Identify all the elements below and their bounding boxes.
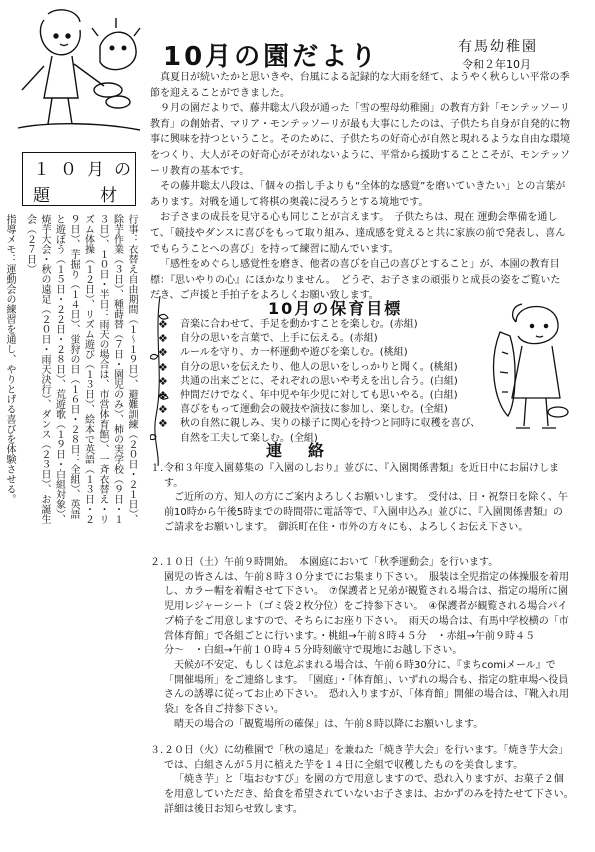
goal-item <box>158 389 488 403</box>
goals-title: 10月の保育目標 <box>268 299 403 318</box>
contact-paragraph: 天候が不安定、もしくは危ぶまれる場合は、午前６時30分に、『まちcomiメール』で「開催場所」をご連絡します。 「園庭」・「体育館」、いずれの場合も、指定の駐車場へ役員さんの誘導に従ってお止め下さい。 恐れ入りますが、「体育館」開催の場合は、『靴入れ用袋』を各自ご持参下さい。 <box>164 659 569 716</box>
contact-paragraph: １０日（土）午前９時開始。 本園庭において「秋季運動会」を行います。 <box>164 557 499 568</box>
bullet-icon: ❖ <box>158 403 168 417</box>
subject-box-line1: １０月の <box>33 160 141 180</box>
contact-item-3 <box>150 744 579 818</box>
contact-item-1 <box>150 462 570 536</box>
contact-paragraph: 「焼き芋」と「塩おむすび」を園の方で用意しますので、恐れ入りますが、お菓子２個を用意していただき、給食を希望されていないお子さまは、おかずのみを持たせて下さい。 詳細は後日お知らせ致します。 <box>164 774 579 815</box>
intro-text <box>150 70 570 304</box>
monthly-goals-list <box>158 318 488 446</box>
school-name: 有馬幼稚園 <box>458 39 538 55</box>
goal-text: ルールを守り、カ一杯運動や遊びを楽しむ。(桃組) <box>180 347 408 359</box>
monthly-subject-box <box>22 152 167 206</box>
page-title: 10月の園だより <box>163 42 380 72</box>
item-number: １. <box>150 463 164 474</box>
subject-box-line2: 題材 <box>33 186 167 206</box>
contact-paragraph: 晴天の場合の「観覧場所の確保」は、午前８時以降にお願いします。 <box>174 718 484 730</box>
goal-item <box>158 318 488 332</box>
contact-paragraph: ２０日（火）に幼稚園で「秋の遠足」を兼ねた「焼き芋大会」を行います。「焼き芋大会」では、白組さんが５月に植えた芋を１４日に全組で収穫したものを美食します。 <box>164 745 569 771</box>
goal-text: 仲間だけでなく、年中児や年少児に対しても思いやる。(白組) <box>180 390 458 402</box>
contact-item-2 <box>150 556 570 732</box>
children-harvest-illustration <box>8 6 148 146</box>
bullet-icon: ❖ <box>158 360 168 374</box>
intro-paragraph: 真夏日が続いたかと思いきや、台風による記録的な大雨を経て、ようやく秋らしい平常の季節を迎えることができました。 <box>150 72 570 99</box>
issue-date: 令和２年10月 <box>462 58 531 71</box>
goal-text: 喜びをもって運動会の競技や演技に参加し、楽しむ。(全組) <box>180 404 448 416</box>
goal-text: 自分の思いを言葉で、上手に伝える。(赤組) <box>180 333 378 345</box>
bullet-icon: ❖ <box>158 332 168 346</box>
contact-paragraph: ご近所の方、知人の方にご案内よろしくお願いします。 受付は、日・祝祭日を除く、午前10時から午後5時までの時間帯に電話等で、『入園申込み』並びに、『入園関係書類』のご請求をお願いします。 御浜町在住・市外の方々にも、よろしくお伝え下さい。 <box>164 492 568 533</box>
goal-text: 秋の自然に親しみ、実りの様子に関心を持つと同時に収穫を喜び、自然を工夫して楽しむ。(全組) <box>180 418 481 444</box>
goal-text: 音楽に合わせて、手足を動かすことを楽しむ。(赤組) <box>180 319 418 330</box>
item-number: ２. <box>150 557 164 568</box>
goal-item <box>158 346 488 360</box>
goal-item <box>158 332 488 346</box>
bullet-icon: ❖ <box>158 318 168 331</box>
bullet-icon: ❖ <box>158 374 168 388</box>
intro-paragraph: ９月の園だよりで、藤井聡太八段が通った「雪の聖母幼稚園」の教育方針「モンテッソーリ教育」の創始者、マリア・モンテッソーリが最も大事にしたのは、子供たち自身が自発的に物事に興味を持つということ。そのために、子供たちの好奇心が自然と現れるような自由な環境をつくり、大人がその好奇心がそがれないように、平常から援助することこそが、モンテッソーリ教育の基本です。 <box>150 103 570 177</box>
item-number: ３. <box>150 745 164 756</box>
intro-paragraph: その藤井聡太八段は、「個々の指し手よりも“全体的な感覚”を磨いていきたい」との言葉があります。対戦を通して将棋の奥義に浸ろうとする境地です。 <box>150 181 566 208</box>
intro-paragraph: 「感性をめぐらし感覚性を磨き、他者の喜びを自己の喜びとすること」が、本園の教育目標：『思いやりの心』にほかなりません。 どうぞ、お子さまの頑張りと成長の姿をご覧いただき、ご声援と手拍子をよろしくお願い致します。 <box>150 259 561 302</box>
girl-with-sweet-potato-illustration <box>486 292 576 442</box>
goal-item <box>158 403 488 417</box>
contact-paragraph: 園児の皆さんは、午前８時３０分までにお集まり下さい。 服装は全児指定の体操服を着用し、カラー帽を着帽させて下さい。 ⑦保護者と兄弟が観覧される場合は、指定の場所に園児用レジャーシート（ゴミ袋２枚分位）をご持参下さい。 ④保護者が観覧される場合パイプ椅子をご用意しますので、そちらにお座り下さい。 雨天の場合は、有馬中学校横の「市営体育館」で各組ごとに行います。・桃組→午前８時４５分 ・赤組→午前９時４５分〜 ・白組→午前１０時４５分時刻厳守で現地にお越し下さい。 <box>164 571 569 657</box>
goal-item <box>158 361 488 375</box>
guidance-memo: 指導メモ：運動会の練習を通し、やりとげる喜びを体験させる。 <box>4 214 15 504</box>
contact-title: 連絡 <box>266 441 351 460</box>
intro-paragraph: お子さまの成長を見守る心も同じことが言えます。 子供たちは、現在 運動会準備を通して、「競技やダンスに喜びをもって取り組み、達成感を覚えると共に家族の前で発表し、喜んでもらうことへの喜び」を持って練習に励んでいます。 <box>150 212 566 255</box>
goal-text: 共通の出来ごとに、それぞれの思いや考えを出し合う。(白組) <box>180 375 458 387</box>
bullet-icon: ❖ <box>158 346 168 360</box>
contact-paragraph: 令和３年度入園募集の『入園のしおり』並びに、『入園関係書類』を近日中にお届けします。 <box>164 463 559 489</box>
bullet-icon: ❖ <box>158 417 168 431</box>
goal-text: 自分の思いを伝えたり、他人の思いをしっかりと聞く。(桃組) <box>180 361 458 373</box>
monthly-subject-text <box>4 214 138 524</box>
bullet-icon: ❖ <box>158 389 168 403</box>
goal-item <box>158 375 488 389</box>
events-list: 行事：衣替え自由期間（１〜１９日）、避難訓練（２０日・２１日）、除芋作業（３日）、種蒔替（７日・園児のみ）、柿の実学校（９日・１３日）、１０日・半日：雨天の場合は、市営体育館）、一斉衣替え・リズム体操（１２日）、リズム遊び（１３日）、絵本で英語（１３日・２９日）、芋掘り（１４日）、蛍狩の日（１６日・２８日：全組）、英語と遊ぼう（１５日・２２日・２８日）、荒遊歌（１９日・白組対象）、焼芋大会・秋の遠足（２０日・雨天決行）、ダンス（２３日）、お誕生会（２７日） <box>24 214 137 524</box>
